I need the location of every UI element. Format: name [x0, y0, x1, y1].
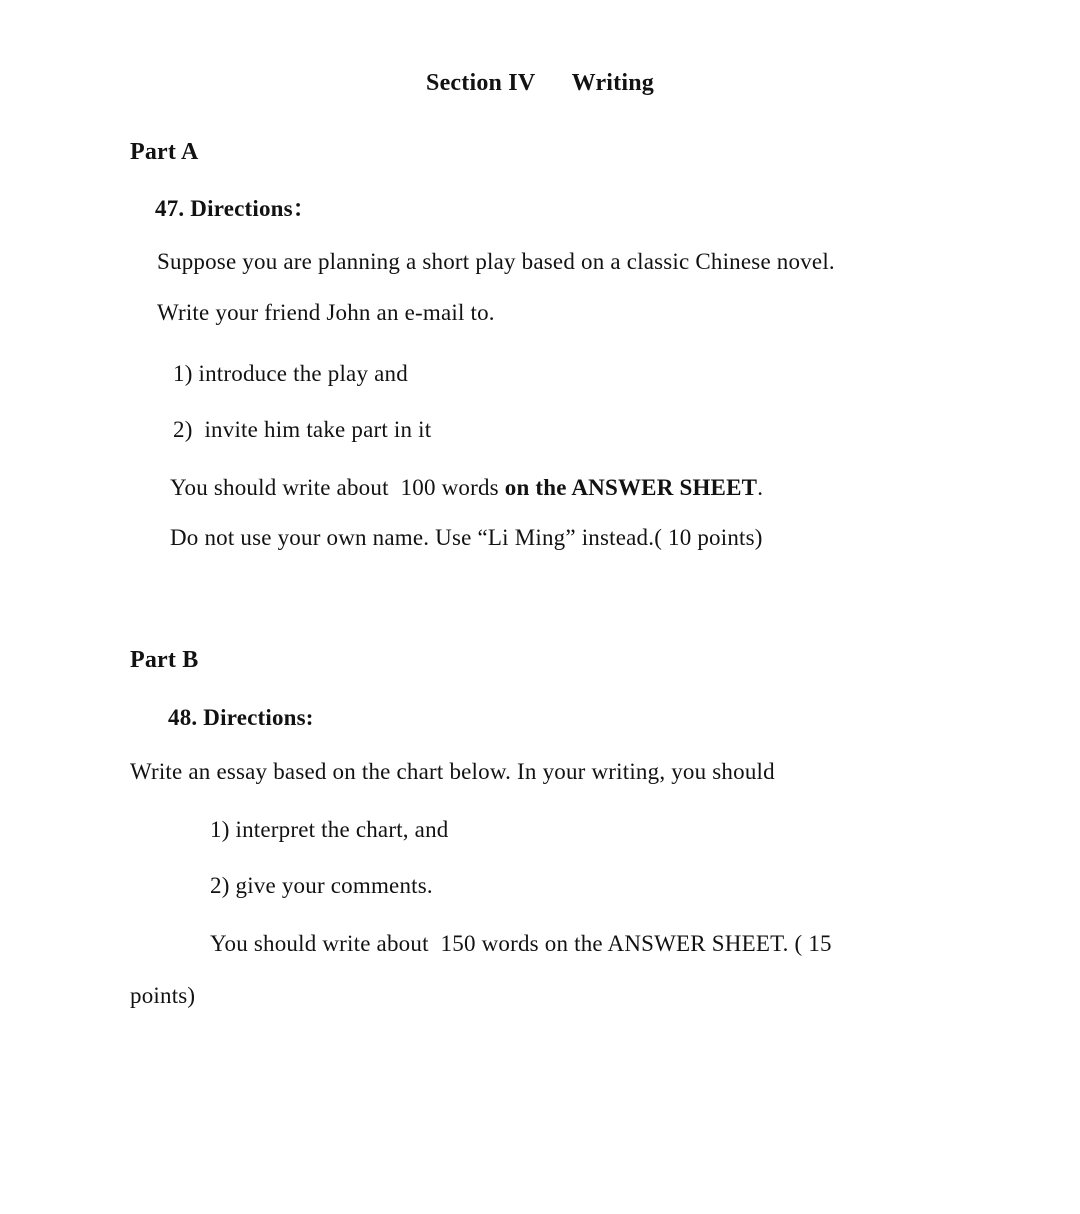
part-a-directions-label: 47. Directions：	[155, 196, 317, 221]
section-title: Section IV Writing	[426, 70, 654, 96]
text-segment: .	[757, 475, 764, 500]
part-a-list-item-1: 1) introduce the play and	[173, 361, 408, 386]
part-b-list-item-1: 1) interpret the chart, and	[210, 817, 449, 842]
part-b-word-count-note-continuation: points)	[130, 983, 196, 1008]
part-b-list-item-2: 2) give your comments.	[210, 873, 433, 898]
part-a-heading: Part A	[130, 139, 199, 165]
part-b-word-count-note: You should write about 150 words on the ANSWER SHEET. ( 15	[210, 931, 832, 956]
text-segment: on the ANSWER SHEET	[504, 475, 758, 500]
part-a-intro-line-2: Write your friend John an e-mail to.	[157, 300, 495, 325]
text-segment: You should write about 100 words	[170, 475, 505, 500]
part-a-intro-line-1: Suppose you are planning a short play based on a classic Chinese novel.	[157, 249, 835, 274]
part-a-name-note: Do not use your own name. Use “Li Ming” instead.( 10 points)	[170, 525, 763, 550]
part-b-directions-label: 48. Directions:	[168, 705, 314, 730]
part-a-list-item-2: 2) invite him take part in it	[173, 417, 432, 442]
part-a-word-count-note	[170, 475, 763, 500]
part-b-heading: Part B	[130, 647, 199, 673]
part-b-intro-line: Write an essay based on the chart below. In your writing, you should	[130, 759, 775, 784]
